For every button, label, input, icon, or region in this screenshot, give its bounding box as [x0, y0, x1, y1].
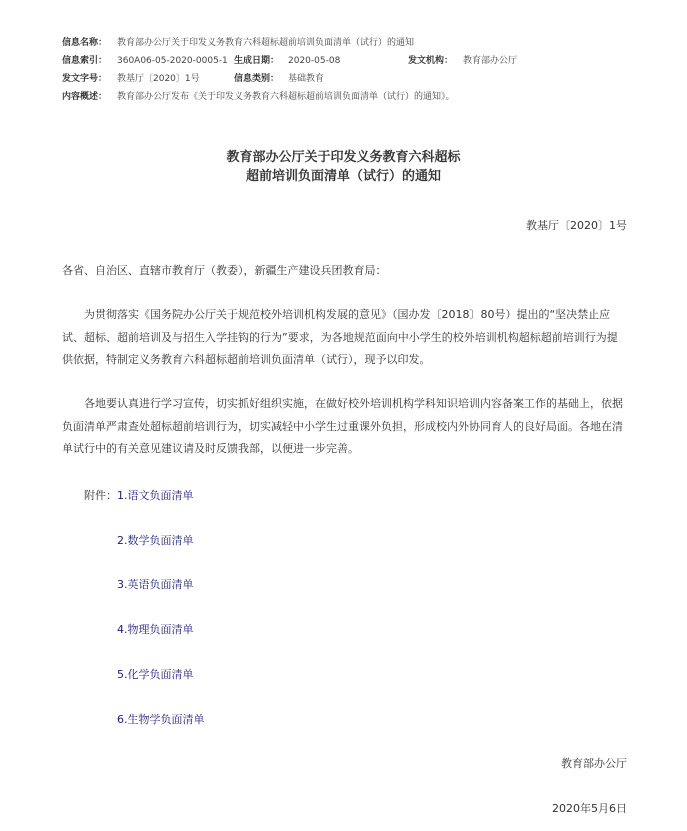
- meta-date-label: 生成日期：: [234, 56, 280, 66]
- meta-row-summary: [62, 88, 662, 106]
- meta-row-index: [62, 52, 662, 70]
- meta-org-value: 教育部办公厅: [463, 56, 518, 66]
- document-title-line2: 超前培训负面清单（试行）的通知: [245, 169, 441, 184]
- meta-name-value: 教育部办公厅关于印发义务教育六科超标超前培训负面清单（试行）的通知: [117, 38, 415, 48]
- document-number: 教基厅〔2020〕1号: [526, 219, 627, 232]
- attachment-row-5: [117, 666, 194, 682]
- meta-category-label: 信息类别：: [234, 74, 280, 84]
- attachment-row-1: [84, 487, 194, 503]
- meta-index-value: 360A06-05-2020-0005-1: [117, 56, 228, 66]
- metadata-table: [62, 34, 662, 106]
- meta-docno-value: 教基厅〔2020〕1号: [117, 74, 200, 84]
- meta-docno-label: 发文字号：: [62, 74, 108, 84]
- paragraph-2: 各地要认真进行学习宣传，切实抓好组织实施，在做好校外培训机构学科知识培训内容备案工作的基础上，依据负面清单严肃查处超标超前培训行为，切实减轻中小学生过重课外负担，形成校内外协同育人的良好局面。各地在清单试行中的有关意见建议请及时反馈我部，以便进一步完善。: [62, 397, 623, 455]
- meta-category-value: 基础教育: [288, 74, 325, 84]
- meta-row-docno: [62, 70, 662, 88]
- attachment-link-physics[interactable]: 4.物理负面清单: [117, 623, 194, 636]
- attachment-row-3: [117, 576, 194, 592]
- signature-date: 2020年5月6日: [552, 802, 627, 815]
- salutation: 各省、自治区、直辖市教育厅（教委），新疆生产建设兵团教育局：: [62, 264, 387, 277]
- paragraph-1: 为贯彻落实《国务院办公厅关于规范校外培训机构发展的意见》（国办发〔2018〕80号）提出的“坚决禁止应试、超标、超前培训及与招生入学挂钩的行为”要求，为各地规范面向中小学生的校外培训机构超标超前培训行为提供依据，特制定义务教育六科超标超前培训负面清单（试行），现予以印发。: [62, 308, 618, 366]
- attachment-row-4: [117, 621, 194, 637]
- meta-row-name: [62, 34, 662, 52]
- attachment-row-6: [117, 711, 205, 727]
- meta-name-label: 信息名称：: [62, 38, 108, 48]
- attachment-link-math[interactable]: 2.数学负面清单: [117, 534, 194, 547]
- attachment-row-2: [117, 532, 194, 548]
- meta-date-value: 2020-05-08: [288, 56, 341, 66]
- attachments-label: 附件：: [84, 489, 117, 502]
- meta-org-label: 发文机构：: [408, 56, 454, 66]
- meta-summary-value: 教育部办公厅发布《关于印发义务教育六科超标超前培训负面清单（试行）的通知》。: [117, 92, 455, 102]
- attachment-link-chinese[interactable]: 1.语文负面清单: [117, 489, 194, 502]
- meta-index-label: 信息索引：: [62, 56, 108, 66]
- document-title-line1: 教育部办公厅关于印发义务教育六科超标: [226, 150, 461, 165]
- attachment-link-english[interactable]: 3.英语负面清单: [117, 578, 194, 591]
- attachment-link-chemistry[interactable]: 5.化学负面清单: [117, 668, 194, 681]
- signature-issuer: 教育部办公厅: [561, 757, 627, 770]
- meta-summary-label: 内容概述：: [62, 92, 108, 102]
- attachment-link-biology[interactable]: 6.生物学负面清单: [117, 713, 205, 726]
